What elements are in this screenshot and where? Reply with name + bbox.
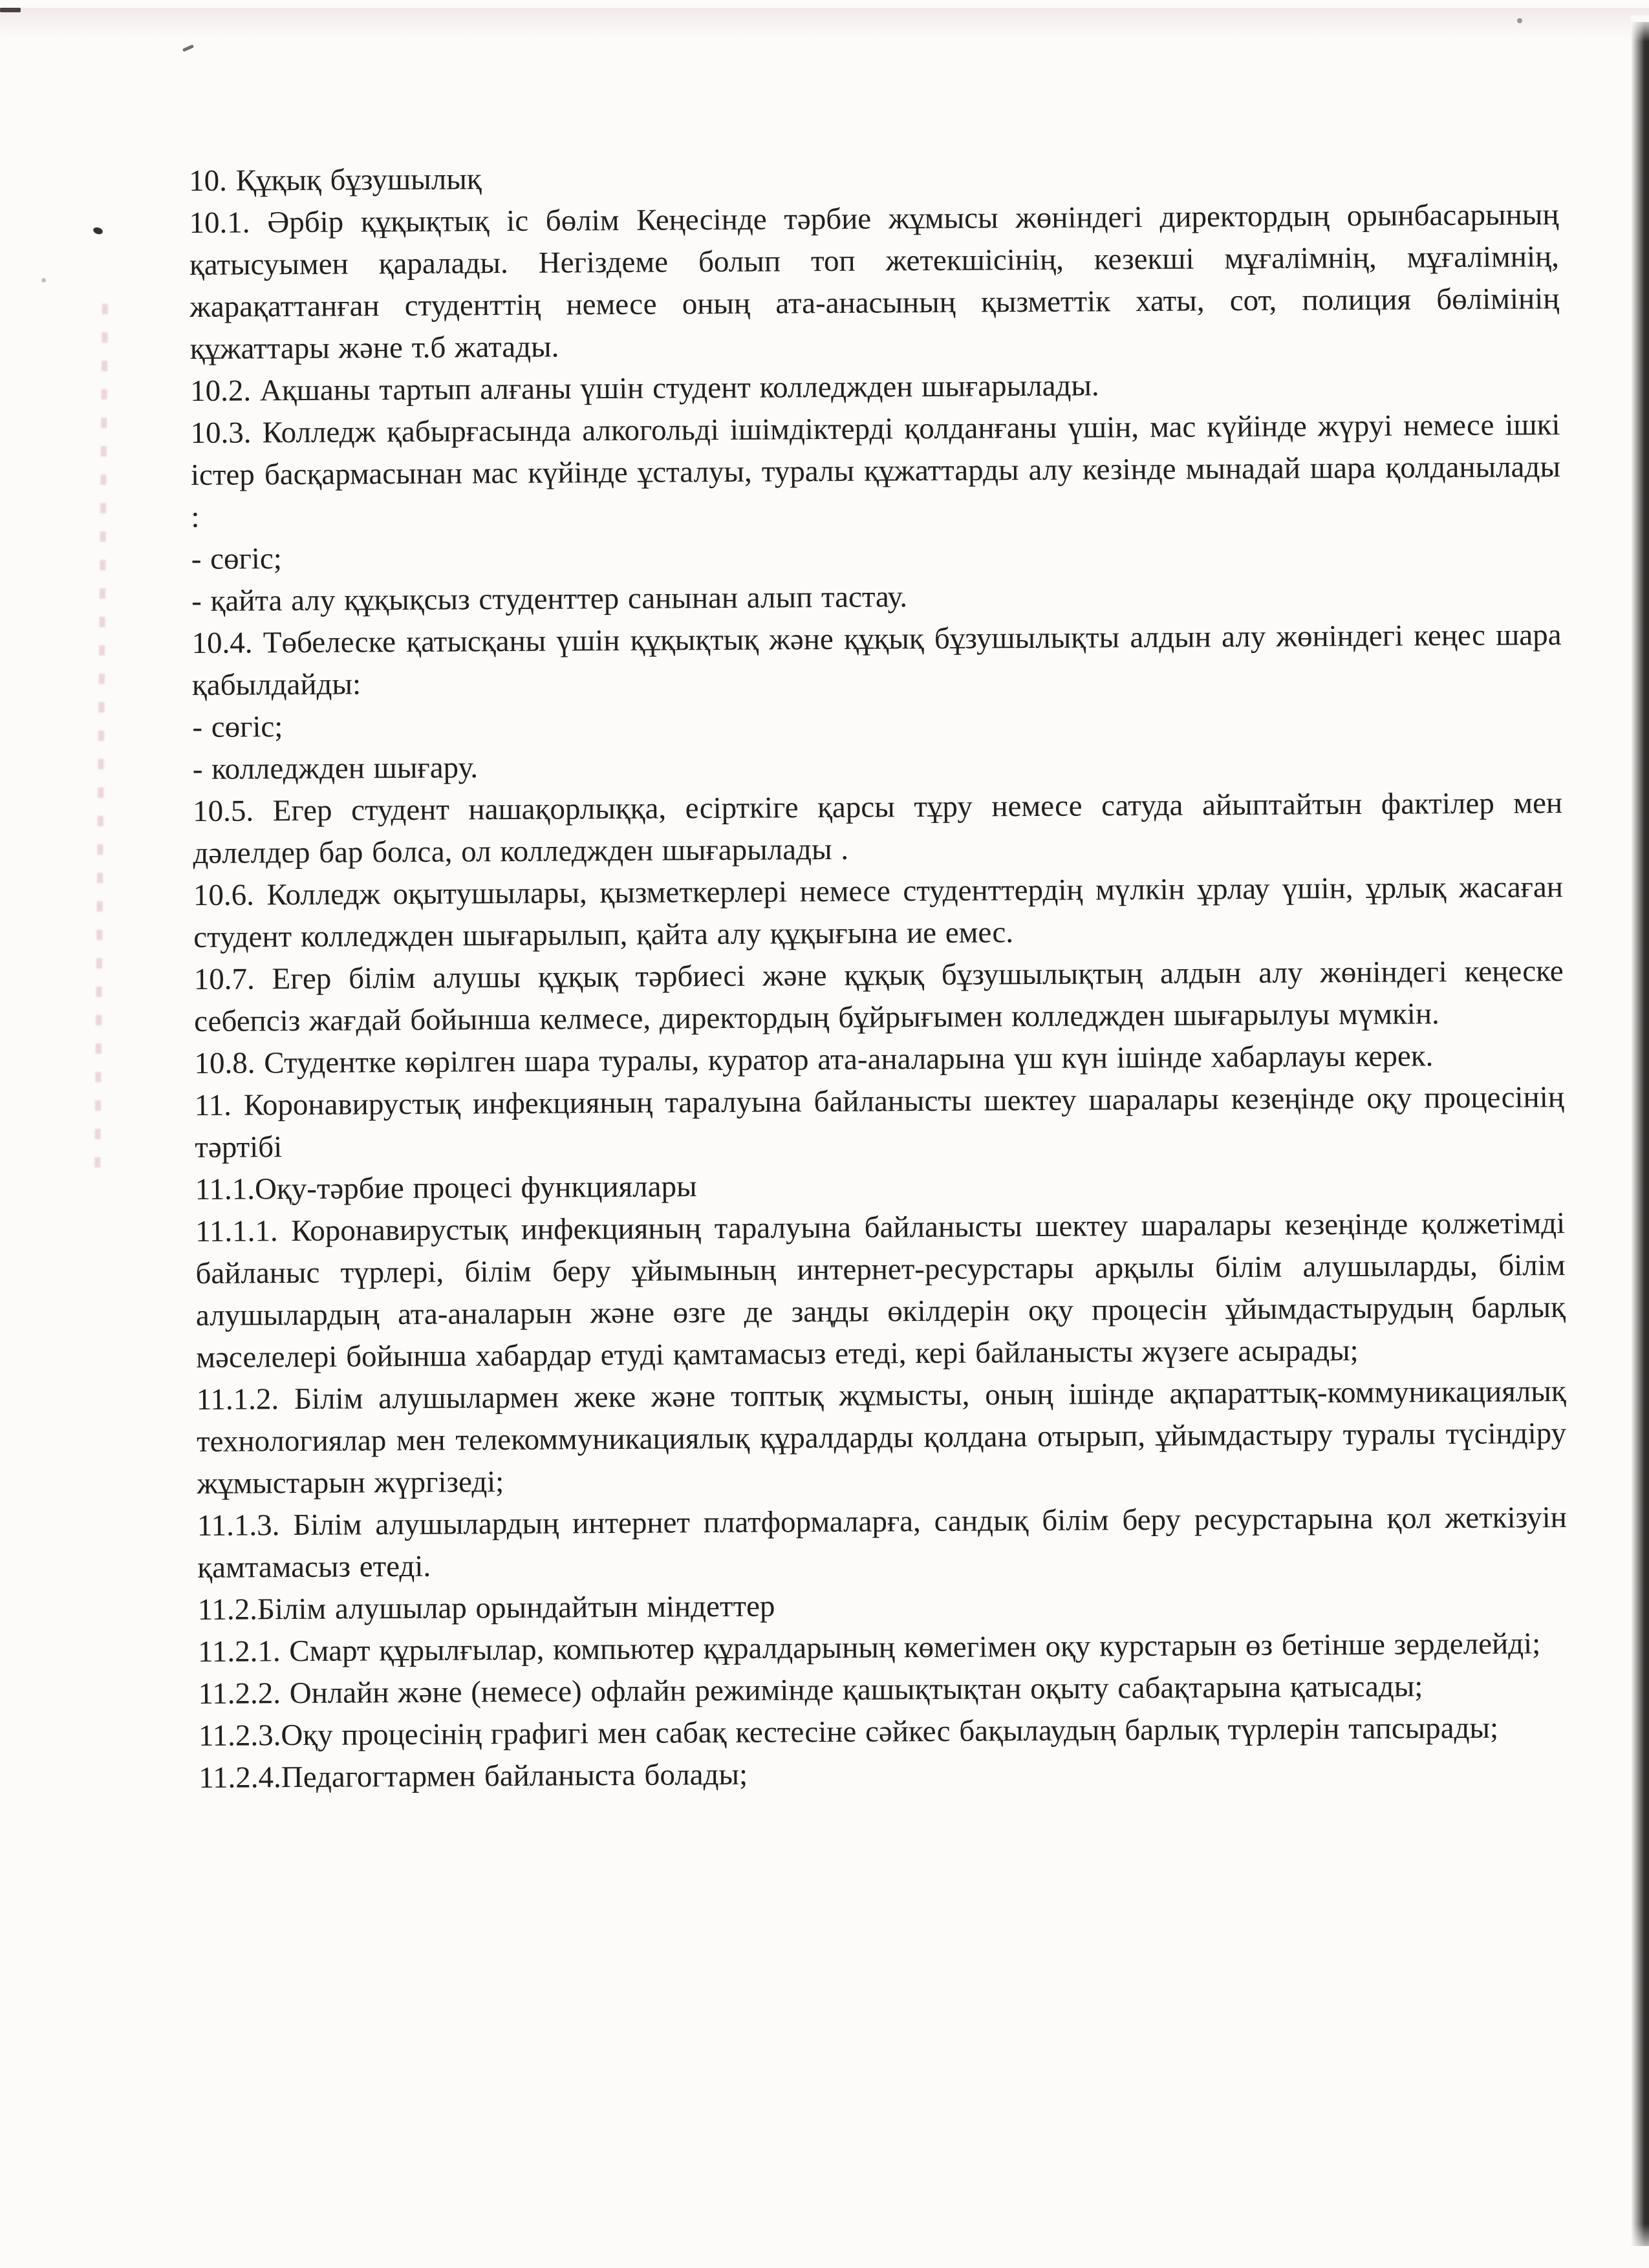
scan-pink-margin-streak [94,304,108,1170]
scan-speck-dash [0,8,21,12]
bullet-expel-no-readmission: - қайта алу құқықсыз студенттер санынан алып тастау. [191,580,908,618]
section-10-title: 10. Құқық бұзушылық [189,162,482,198]
paragraph-11-2-1: 11.2.1. Смарт құрылғылар, компьютер құралдарының көмегімен оқу курстарын өз бетінше зерделейді; [197,1627,1541,1669]
paragraph-11-1-2: 11.1.2. Білім алушылармен жеке және топтық жұмысты, оның ішінде ақпараттық-коммуникациялық технологиялар мен телекоммуникациялық құралдарды қолдана отырып, ұйымдастыру туралы түсіндіру жұмыстарын жүргізеді; [196,1375,1567,1501]
paragraph-10-6: 10.6. Колледж оқытушылары, қызметкерлері немесе студенттердің мүлкін ұрлау үшін, ұрлық жасаған студент колледжден шығарылып, қайта алу құқығына ие емес. [193,870,1564,954]
bullet-reprimand-2: - сөгіс; [192,710,283,744]
paragraph-10-3: 10.3. Колледж қабырғасында алкогольді ішімдіктерді қолданғаны үшін, мас күйінде жүруі немесе ішкі істер басқармасынан мас күйінде ұсталуы, туралы құжаттарды алу кезінде мынадай шара қолданылады : [190,408,1561,534]
scan-top-tint-band [0,8,1649,39]
scan-right-edge-shadow [1631,22,1649,2246]
scan-right-edge-fade-top [1631,16,1649,41]
scan-speck-topright [1517,18,1522,23]
paragraph-10-5: 10.5. Егер студент нашақорлыққа, есірткіге қарсы тұру немесе сатуда айыптайтын фактілер мен дәлелдер бар болса, ол колледжден шығарылады . [192,786,1563,870]
scan-speck-dot [92,226,103,235]
bullet-reprimand-1: - сөгіс; [191,542,282,576]
section-11-2-heading: 11.2.Білім алушылар орындайтын міндеттер [197,1589,775,1627]
document-content [189,152,1568,1799]
paragraph-10-8: 10.8. Студентке көрілген шара туралы, куратор ата-аналарына үш күн ішінде хабарлауы керек. [194,1039,1434,1080]
paragraph-10-7: 10.7. Егер білім алушы құқық тәрбиесі және құқық бұзушылықтың алдын алу жөніндегі кеңеске себепсіз жағдай бойынша келмесе, директордың бұйрығымен колледжден шығарылуы мүмкін. [193,954,1564,1038]
paragraph-10-1: 10.1. Әрбір құқықтық іс бөлім Кеңесінде тәрбие жұмысы жөніндегі директордың орынбасарының қатысуымен қаралады. Негіздеме болып топ жетекшісінің, кезекші мұғалімнің, мұғалімнің, жарақаттанған студенттің немесе оның ата-анасының қызметтік хаты, сот, полиция бөлімінің құжаттары және т.б жатады. [189,198,1560,366]
paragraph-11-2-3: 11.2.3.Оқу процесінің графигі мен сабақ кестесіне сәйкес бақылаудың барлық түрлерін тапсырады; [198,1711,1499,1753]
paragraph-10-2: 10.2. Ақшаны тартып алғаны үшін студент колледжден шығарылады. [190,369,1099,408]
paragraph-11-1-1: 11.1.1. Коронавирустық инфекцияның таралуына байланысты шектеу шаралары кезеңінде қолжетімді байланыс түрлері, білім беру ұйымының интернет-ресурстары арқылы білім алушыларды, білім алушылардың ата-аналарын және өзге де заңды өкілдерін оқу процесін ұйымдастырудың барлық мәселелері бойынша хабардар етуді қамтамасыз етеді, кері байланысты жүзеге асырады; [195,1206,1566,1375]
scan-speck-margin-dot [41,278,46,283]
section-11-1-heading: 11.1.Оқу-тәрбие процесі функциялары [195,1170,697,1206]
scan-speck-tick [182,45,194,52]
section-11-heading: 11. Коронавирустық инфекцияның таралуына байланысты шектеу шаралары кезеңінде оқу процесінің тәртібі [194,1080,1565,1164]
paragraph-11-1-3: 11.1.3. Білім алушылардың интернет платформаларға, сандық білім беру ресурстарына қол жеткізуін қамтамасыз етеді. [197,1501,1568,1585]
paragraph-11-2-2: 11.2.2. Онлайн және (немесе) офлайн режимінде қашықтықтан оқыту сабақтарына қатысады; [198,1669,1423,1711]
paragraph-11-2-4: 11.2.4.Педагогтармен байланыста болады; [199,1757,748,1795]
scan-right-edge-fade-bottom [1631,2224,1649,2256]
paragraph-10-4: 10.4. Төбелеске қатысқаны үшін құқықтық және құқық бұзушылықты алдын алу жөніндегі кеңес шара қабылдайды: [191,618,1562,702]
bullet-expulsion: - колледжден шығару. [192,751,479,786]
